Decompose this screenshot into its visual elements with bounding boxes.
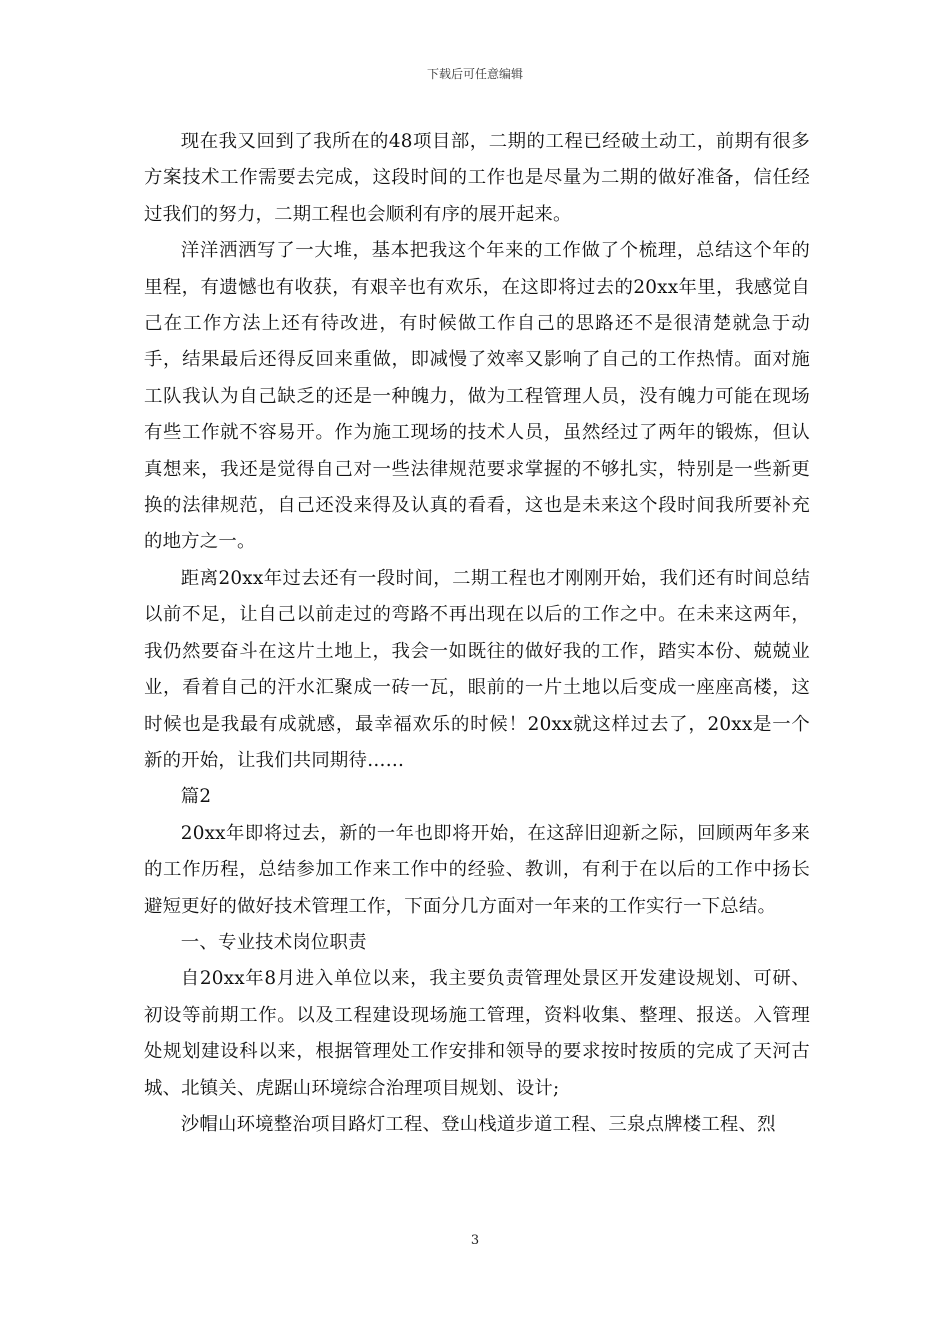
paragraph: 洋洋洒洒写了一大堆，基本把我这个年来的工作做了个梳理，总结这个年的里程，有遗憾也有收获，有艰辛也有欢乐，在这即将过去的20xx年里，我感觉自己在工作方法上还有待改进，有时候做工作自己的思路还不是很清楚就急于动手，结果最后还得反回来重做，即减慢了效率又影响了自己的工作热情。面对施工队我认为自己缺乏的还是一种魄力，做为工程管理人员，没有魄力可能在现场有些工作就不容易开。作为施工现场的技术人员，虽然经过了两年的锻炼，但认真想来，我还是觉得自己对一些法律规范要求掌握的不够扎实，特别是一些新更换的法律规范，自己还没来得及认真的看看，这也是未来这个段时间我所要补充的地方之一。 xyxy=(144,240,810,553)
paragraph: 20xx年即将过去，新的一年也即将开始，在这辞旧迎新之际，回顾两年多来的工作历程，总结参加工作来工作中的经验、教训，有利于在以后的工作中扬长避短更好的做好技术管理工作，下面分几方面对一年来的工作实行一下总结。 xyxy=(144,822,810,917)
document-body xyxy=(144,124,810,1143)
paragraph: 自20xx年8月进入单位以来，我主要负责管理处景区开发建设规划、可研、初设等前期工作。以及工程建设现场施工管理，资料收集、整理、报送。入管理处规划建设科以来，根据管理处工作安排和领导的要求按时按质的完成了天河古城、北镇关、虎踞山环境综合治理项目规划、设计; xyxy=(144,968,810,1099)
paragraph: 现在我又回到了我所在的48项目部，二期的工程已经破土动工，前期有很多方案技术工作需要去完成，这段时间的工作也是尽量为二期的做好准备，信任经过我们的努力，二期工程也会顺利有序的展开起来。 xyxy=(144,131,810,225)
section-heading: 篇2 xyxy=(180,786,212,808)
section-heading: 一、专业技术岗位职责 xyxy=(180,931,367,953)
paragraph: 沙帽山环境整治项目路灯工程、登山栈道步道工程、三泉点牌楼工程、烈 xyxy=(180,1113,776,1135)
page-header: 下载后可任意编辑 xyxy=(426,67,523,81)
paragraph: 距离20xx年过去还有一段时间，二期工程也才刚刚开始，我们还有时间总结以前不足，让自己以前走过的弯路不再出现在以后的工作之中。在未来这两年，我仍然要奋斗在这片土地上，我会一如既往的做好我的工作，踏实本份、兢兢业业，看着自己的汗水汇聚成一砖一瓦，眼前的一片土地以后变成一座座高楼，这时候也是我最有成就感，最幸福欢乐的时候！20xx就这样过去了，20xx是一个新的开始，让我们共同期待…… xyxy=(144,567,810,771)
page-number: 3 xyxy=(470,1233,480,1248)
